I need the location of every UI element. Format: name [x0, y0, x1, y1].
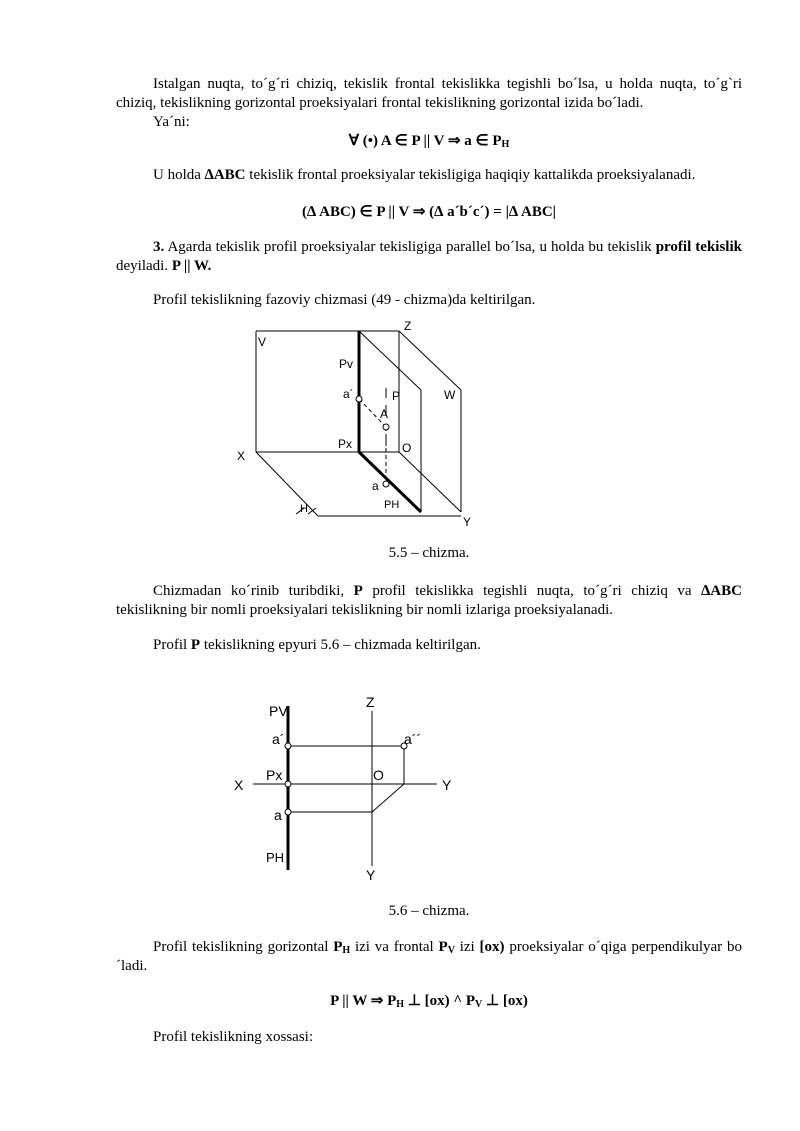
subscript: V: [447, 945, 455, 956]
bold-run: P: [353, 583, 363, 599]
label-pv: PV: [269, 703, 288, 719]
formula-text: P || W ⇒ P: [330, 993, 397, 1009]
bold-run: P || W.: [171, 258, 212, 274]
bold-run: [ox): [479, 939, 505, 955]
text-run: Chizmadan ko´rinib turibdiki,: [153, 583, 354, 599]
label-y-right: Y: [442, 777, 452, 793]
label-y-bottom: Y: [366, 867, 376, 883]
formula-subscript: H: [396, 999, 405, 1010]
caption-figure-5-6: [116, 902, 742, 921]
subscript: H: [342, 945, 351, 956]
label-x: X: [237, 449, 246, 463]
formula-text: ⊥ [ox): [404, 993, 454, 1009]
text-run: tekislikning bir nomli proeksiyalari tekislikning bir nomli izlariga proeksiyalanadi.: [116, 602, 613, 618]
text-run: izi va frontal: [350, 939, 439, 955]
paragraph-text: Istalgan nuqta, to´g´ri chiziq, tekislik frontal tekislikka tegishli bo´lsa, u holda nuqta, to´g`ri chiziq, tekislikning gorizontal proeksiyalari frontal tekislikning gorizontal izida bo´ladi.: [116, 76, 742, 111]
text-run: proeksiyalar o´qiga perpendikulyar bo´ladi.: [116, 939, 742, 974]
formula-text: ∀ (•) A ∈ P || V ⇒ a ∈ P: [348, 133, 502, 149]
label-p-trace: P: [392, 389, 401, 403]
label-pv: Pv: [339, 357, 354, 371]
formula-text: ⊥ [ox): [482, 993, 528, 1009]
formula-perpendicular: [116, 992, 742, 1011]
label-z: Z: [404, 319, 412, 333]
point-a-prime: [285, 743, 291, 749]
text-run: tekislikning epyuri 5.6 – chizmada keltirilgan.: [200, 637, 481, 653]
text-run: Profil: [153, 637, 191, 653]
text-run: tekislik frontal proeksiyalar tekisligiga haqiqiy kattalikda proeksiyalanadi.: [245, 167, 696, 183]
label-a-lower: a: [372, 479, 379, 493]
text-run: deyiladi.: [116, 258, 172, 274]
formula-text: (∆ ABC) ∈ P || V ⇒ (∆ a´b´c´) = |∆ ABC|: [302, 204, 556, 220]
point-a: [285, 809, 291, 815]
label-px: Px: [338, 437, 353, 451]
label-px: Px: [266, 767, 283, 783]
bold-run: P: [438, 939, 448, 955]
label-a-lower: a: [274, 807, 282, 823]
paragraph-traces: [116, 938, 742, 976]
label-z: Z: [366, 694, 375, 710]
bold-run: ∆ABC: [701, 583, 742, 599]
label-ph: PH: [266, 850, 285, 865]
text-run: U holda: [153, 167, 205, 183]
label-ph: PH: [384, 499, 400, 511]
label-a-double-prime: a´´: [404, 731, 422, 747]
label-v: V: [258, 335, 267, 349]
bold-run: P: [190, 637, 201, 653]
text-run: Agarda tekislik profil proeksiyalar tekisligiga parallel bo´lsa, u holda bu tekislik: [164, 239, 656, 255]
text-run: izi: [454, 939, 480, 955]
text-run: Profil tekislikning gorizontal: [153, 939, 334, 955]
label-o: O: [402, 441, 412, 455]
formula-subscript: H: [501, 139, 510, 150]
label-a-prime: a´: [343, 387, 354, 401]
point-px: [285, 781, 291, 787]
bold-run: P: [333, 939, 343, 955]
caption-text: 5.6 – chizma.: [388, 903, 470, 919]
bold-run: 3.: [153, 239, 165, 255]
label-o: O: [373, 767, 384, 783]
formula-text: ^ P: [453, 993, 476, 1009]
paragraph-text: Ya´ni:: [153, 114, 190, 130]
text-run: profil tekislikka tegishli nuqta, to´g´ri chiziq va: [362, 583, 702, 599]
paragraph-property: [116, 1028, 742, 1047]
paragraph-text: Profil tekislikning xossasi:: [153, 1029, 314, 1045]
paragraph-text: Profil tekislikning fazoviy chizmasi (49 - chizma)da keltirilgan.: [153, 292, 536, 308]
label-y: Y: [463, 515, 472, 529]
formula-subscript: V: [475, 999, 483, 1010]
label-w: W: [444, 388, 456, 402]
caption-text: 5.5 – chizma.: [388, 545, 470, 561]
label-h: H: [300, 503, 308, 515]
transfer-line: [372, 784, 404, 812]
label-x: X: [234, 777, 244, 793]
bold-run: profil tekislik: [655, 239, 742, 255]
label-a-upper: A: [380, 407, 389, 421]
label-a-prime: a´: [272, 731, 285, 747]
bold-run: ∆ABC: [204, 167, 246, 183]
